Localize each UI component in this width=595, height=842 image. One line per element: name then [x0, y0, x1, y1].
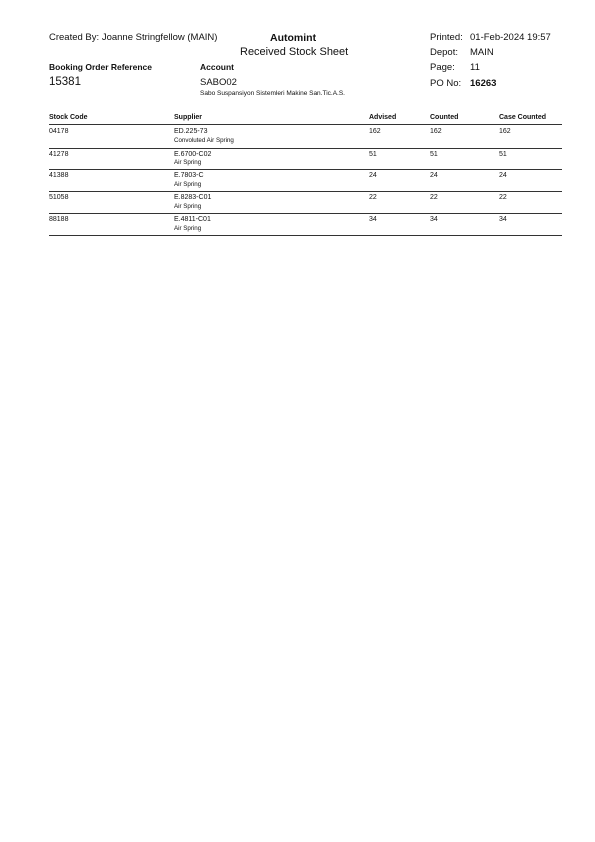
- page-label: Page:: [430, 62, 455, 73]
- created-by-value: Joanne Stringfellow (MAIN): [101, 32, 218, 43]
- row-divider: [49, 235, 562, 236]
- description-cell: Convoluted Air Spring: [174, 137, 234, 144]
- case-counted-cell: 24: [499, 172, 507, 179]
- col-header-stock-code: Stock Code: [49, 114, 88, 121]
- printed-value: 01-Feb-2024 19:57: [470, 32, 551, 43]
- supplier-cell: ED.225-73: [174, 128, 208, 135]
- row-divider: [49, 148, 562, 149]
- header-divider: [49, 124, 562, 125]
- page-value: 11: [470, 62, 480, 73]
- description-cell: Air Spring: [174, 181, 202, 188]
- case-counted-cell: 22: [499, 194, 507, 201]
- booking-ref-label: Booking Order Reference: [49, 62, 152, 72]
- description-cell: Air Spring: [174, 203, 202, 210]
- depot-label: Depot:: [430, 47, 458, 58]
- col-header-advised: Advised: [369, 114, 397, 121]
- created-by-label: Created By:: [49, 32, 100, 43]
- booking-ref-value: 15381: [49, 76, 81, 88]
- depot-value: MAIN: [470, 47, 494, 58]
- counted-cell: 34: [430, 216, 438, 223]
- account-name: Sabo Suspansiyon Sistemleri Makine San.Tic.A.S.: [200, 90, 345, 97]
- po-label: PO No:: [430, 78, 462, 89]
- printed-label: Printed:: [430, 32, 463, 43]
- description-cell: Air Spring: [174, 225, 202, 232]
- advised-cell: 51: [369, 151, 377, 158]
- stock-code-cell: 88188: [49, 216, 69, 223]
- advised-cell: 22: [369, 194, 377, 201]
- document-title: Received Stock Sheet: [240, 46, 349, 58]
- stock-code-cell: 41388: [49, 172, 69, 179]
- account-label: Account: [200, 62, 234, 72]
- stock-code-cell: 51058: [49, 194, 69, 201]
- col-header-case-counted: Case Counted: [499, 114, 547, 121]
- case-counted-cell: 51: [499, 151, 507, 158]
- case-counted-cell: 34: [499, 216, 507, 223]
- col-header-supplier: Supplier: [174, 114, 203, 121]
- company-name: Automint: [270, 32, 317, 44]
- counted-cell: 162: [430, 128, 442, 135]
- stock-code-cell: 41278: [49, 151, 69, 158]
- col-header-counted: Counted: [430, 114, 459, 121]
- supplier-cell: E.6700-C02: [174, 151, 212, 158]
- supplier-cell: E.8283-C01: [174, 194, 212, 201]
- account-code: SABO02: [200, 77, 237, 88]
- row-divider: [49, 191, 562, 192]
- created-by: [49, 32, 217, 43]
- row-divider: [49, 169, 562, 170]
- row-divider: [49, 213, 562, 214]
- stock-code-cell: 04178: [49, 128, 69, 135]
- description-cell: Air Spring: [174, 159, 202, 166]
- counted-cell: 51: [430, 151, 438, 158]
- counted-cell: 24: [430, 172, 438, 179]
- counted-cell: 22: [430, 194, 438, 201]
- advised-cell: 34: [369, 216, 377, 223]
- advised-cell: 24: [369, 172, 377, 179]
- case-counted-cell: 162: [499, 128, 511, 135]
- po-value: 16263: [470, 78, 497, 89]
- advised-cell: 162: [369, 128, 381, 135]
- supplier-cell: E.7803-C: [174, 172, 204, 179]
- supplier-cell: E.4811-C01: [174, 216, 211, 223]
